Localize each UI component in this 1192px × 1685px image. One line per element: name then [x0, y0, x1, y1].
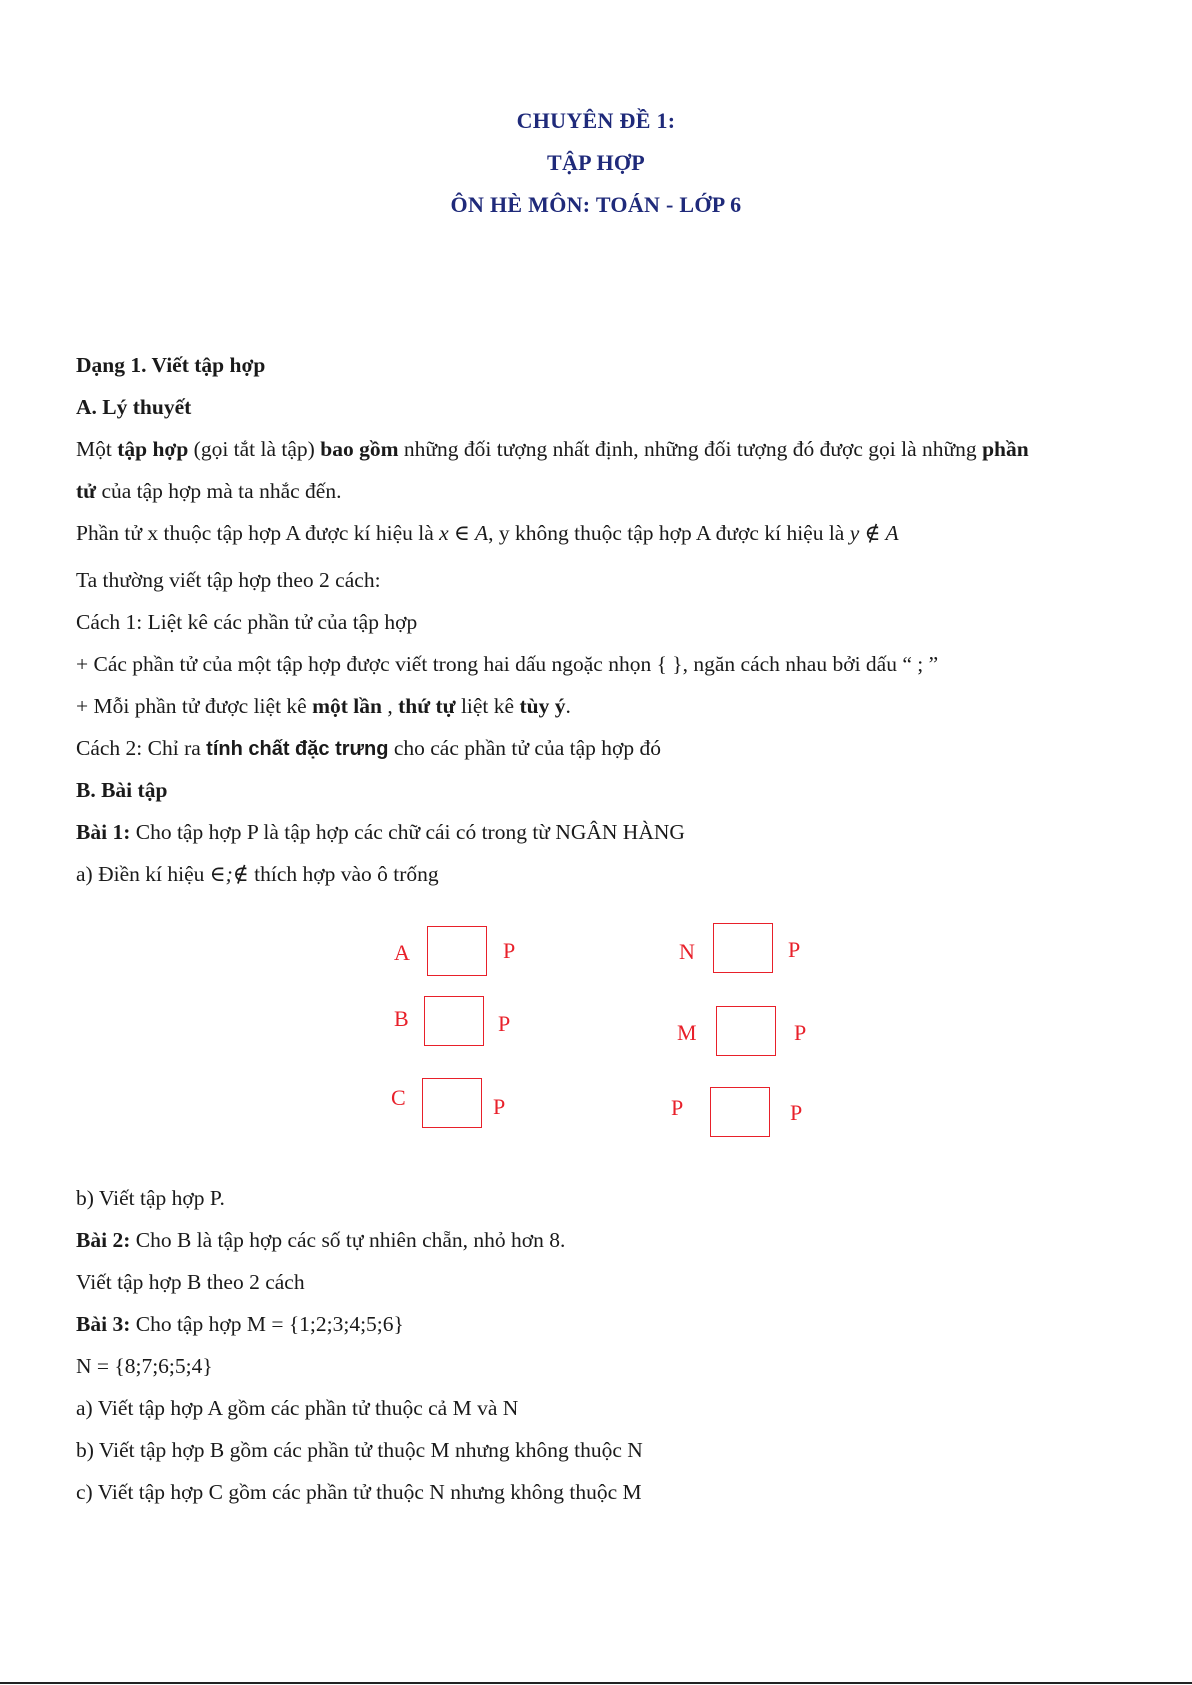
- set-label: P: [794, 1020, 807, 1045]
- exercise-3a: a) Viết tập hợp A gồm các phần tử thuộc cả M và N: [76, 1396, 519, 1420]
- theory-way-1: Cách 1: Liệt kê các phần tử của tập hợp: [76, 610, 418, 634]
- theory-notation: Phần tử x thuộc tập hợp A được kí hiệu là x ∈ A, y không thuộc tập hợp A được kí hiệu là y ∉ A: [76, 521, 899, 545]
- theory-paragraph-1: Một tập hợp (gọi tắt là tập) bao gồm những đối tượng nhất định, những đối tượng đó được gọi là những phần: [76, 437, 1029, 461]
- set-label: P: [788, 937, 801, 962]
- element-label: A: [394, 940, 410, 965]
- doc-title-subject: TẬP HỢP: [546, 150, 646, 175]
- section-heading: Dạng 1. Viết tập hợp: [76, 353, 266, 377]
- exercise-3c: c) Viết tập hợp C gồm các phần tử thuộc N nhưng không thuộc M: [76, 1480, 642, 1504]
- exercise-1a: a) Điền kí hiệu ∈;∉ thích hợp vào ô trống: [76, 862, 439, 886]
- exercise-heading: B. Bài tập: [76, 778, 168, 802]
- answer-box[interactable]: [710, 1087, 770, 1137]
- theory-way-1-rule-1: + Các phần tử của một tập hợp được viết trong hai dấu ngoặc nhọn { }, ngăn cách nhau bởi dấu “ ; ”: [76, 652, 939, 676]
- exercise-3b: b) Viết tập hợp B gồm các phần tử thuộc M nhưng không thuộc N: [76, 1438, 643, 1462]
- set-label: P: [790, 1100, 803, 1125]
- element-label: C: [391, 1085, 406, 1110]
- exercise-3-set-n: N = {8;7;6;5;4}: [76, 1354, 213, 1378]
- set-label: P: [493, 1094, 506, 1119]
- answer-box[interactable]: [716, 1006, 776, 1056]
- answer-box[interactable]: [422, 1078, 482, 1128]
- theory-paragraph-1-cont: tử của tập hợp mà ta nhắc đến.: [76, 479, 342, 503]
- element-label: P: [671, 1095, 684, 1120]
- element-label: M: [677, 1020, 697, 1045]
- math-not-in-A: y ∉ A: [849, 521, 899, 545]
- math-symbols: ∈;∉: [209, 862, 249, 886]
- set-label: P: [498, 1011, 511, 1036]
- element-label: N: [679, 939, 695, 964]
- theory-heading: A. Lý thuyết: [76, 395, 192, 419]
- exercise-2: Bài 2: Cho B là tập hợp các số tự nhiên chẵn, nhỏ hơn 8.: [76, 1228, 566, 1252]
- set-label: P: [503, 938, 516, 963]
- theory-ways: Ta thường viết tập hợp theo 2 cách:: [76, 568, 381, 592]
- exercise-2-task: Viết tập hợp B theo 2 cách: [76, 1270, 305, 1294]
- doc-title-course: ÔN HÈ MÔN: TOÁN - LỚP 6: [450, 192, 742, 217]
- exercise-1b: b) Viết tập hợp P.: [76, 1186, 225, 1210]
- exercise-3: Bài 3: Cho tập hợp M = {1;2;3;4;5;6}: [76, 1312, 404, 1336]
- answer-box[interactable]: [713, 923, 773, 973]
- math-in-A: x ∈ A: [439, 521, 489, 545]
- page-bottom-rule: [0, 1682, 1192, 1684]
- answer-box[interactable]: [424, 996, 484, 1046]
- exercise-1: Bài 1: Cho tập hợp P là tập hợp các chữ cái có trong từ NGÂN HÀNG: [76, 820, 685, 844]
- theory-way-2: Cách 2: Chỉ ra tính chất đặc trưng cho các phần tử của tập hợp đó: [76, 736, 661, 760]
- theory-way-1-rule-2: + Mỗi phần tử được liệt kê một lần , thứ tự liệt kê tùy ý.: [76, 694, 571, 718]
- doc-title-topic: CHUYÊN ĐỀ 1:: [516, 108, 676, 133]
- answer-box[interactable]: [427, 926, 487, 976]
- element-label: B: [394, 1006, 409, 1031]
